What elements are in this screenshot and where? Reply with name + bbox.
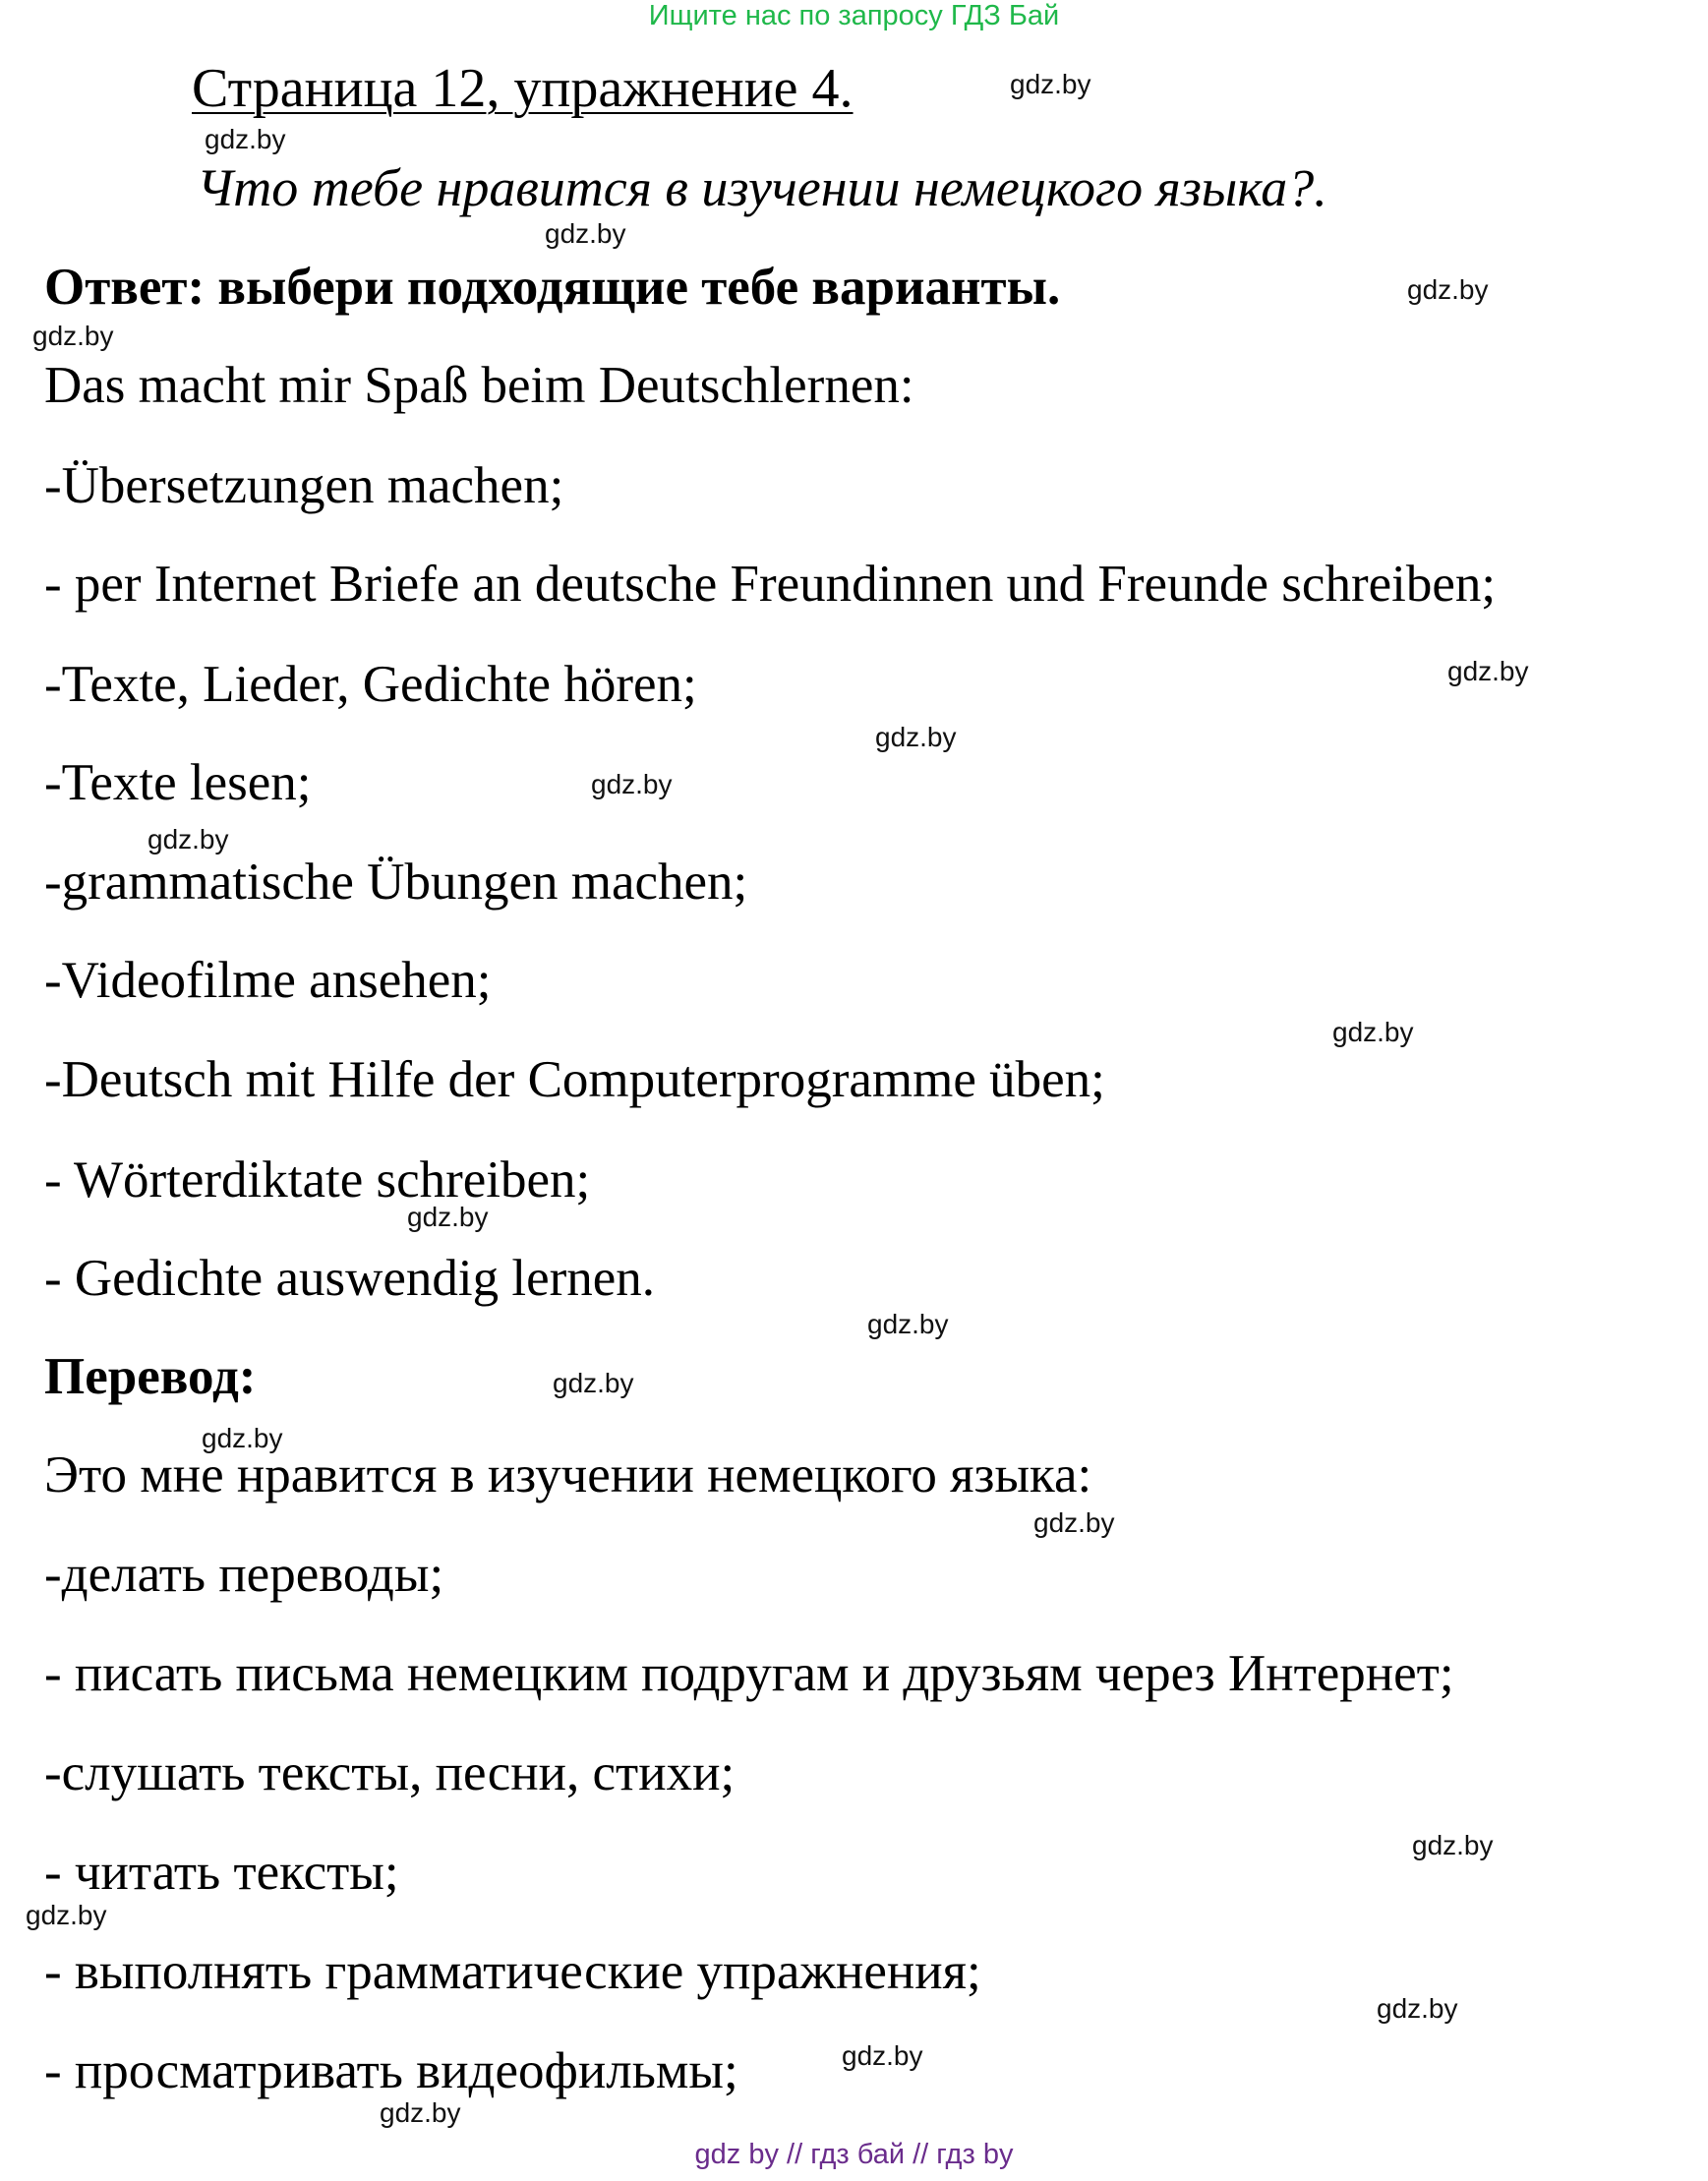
watermark: gdz.by (26, 1900, 107, 1930)
german-item: -Texte lesen; (44, 754, 312, 811)
russian-item: -делать переводы; (44, 1546, 444, 1603)
footer-links: gdz by // гдз бай // гдз by (694, 2139, 1014, 2170)
watermark: gdz.by (1412, 1830, 1494, 1860)
watermark: gdz.by (205, 124, 286, 154)
german-item: -Videofilme ansehen; (44, 952, 492, 1009)
watermark: gdz.by (1010, 69, 1091, 99)
translation-heading: Перевод: (44, 1348, 257, 1405)
watermark: gdz.by (545, 218, 626, 249)
watermark: gdz.by (1407, 274, 1489, 305)
exercise-question: Что тебе нравится в изучении немецкого языка?. (197, 158, 1327, 217)
page-title: Страница 12, упражнение 4. (192, 58, 854, 119)
watermark: gdz.by (867, 1309, 949, 1339)
watermark: gdz.by (407, 1202, 489, 1232)
answer-heading: Ответ: выбери подходящие тебе варианты. (44, 259, 1061, 316)
watermark: gdz.by (1447, 656, 1529, 686)
watermark: gdz.by (1033, 1507, 1115, 1538)
russian-intro: Это мне нравится в изучении немецкого языка: (44, 1446, 1092, 1503)
russian-item: - писать письма немецким подругам и друзьям через Интернет; (44, 1645, 1454, 1702)
russian-item: -слушать тексты, песни, стихи; (44, 1744, 736, 1801)
german-item: -Übersetzungen machen; (44, 457, 564, 514)
watermark: gdz.by (1332, 1017, 1414, 1047)
german-item: - per Internet Briefe an deutsche Freundinnen und Freunde schreiben; (44, 556, 1497, 613)
watermark: gdz.by (202, 1423, 283, 1453)
watermark: gdz.by (380, 2097, 461, 2128)
watermark: gdz.by (1377, 1993, 1458, 2024)
russian-item: - выполнять грамматические упражнения; (44, 1943, 981, 2000)
german-item: -Deutsch mit Hilfe der Computerprogramme üben; (44, 1051, 1105, 1108)
russian-item: - просматривать видеофильмы; (44, 2042, 738, 2099)
german-item: -Texte, Lieder, Gedichte hören; (44, 656, 697, 713)
german-item: - Gedichte auswendig lernen. (44, 1250, 656, 1307)
watermark: gdz.by (32, 321, 114, 351)
watermark: gdz.by (591, 769, 673, 799)
watermark: gdz.by (553, 1368, 634, 1398)
russian-item: - читать тексты; (44, 1844, 399, 1901)
german-item: -grammatische Übungen machen; (44, 854, 748, 911)
german-intro: Das macht mir Spaß beim Deutschlernen: (44, 357, 914, 414)
top-banner: Ищите нас по запросу ГДЗ Бай (648, 0, 1060, 31)
watermark: gdz.by (842, 2040, 923, 2071)
german-item: - Wörterdiktate schreiben; (44, 1151, 591, 1208)
watermark: gdz.by (875, 722, 957, 752)
watermark: gdz.by (147, 824, 229, 855)
